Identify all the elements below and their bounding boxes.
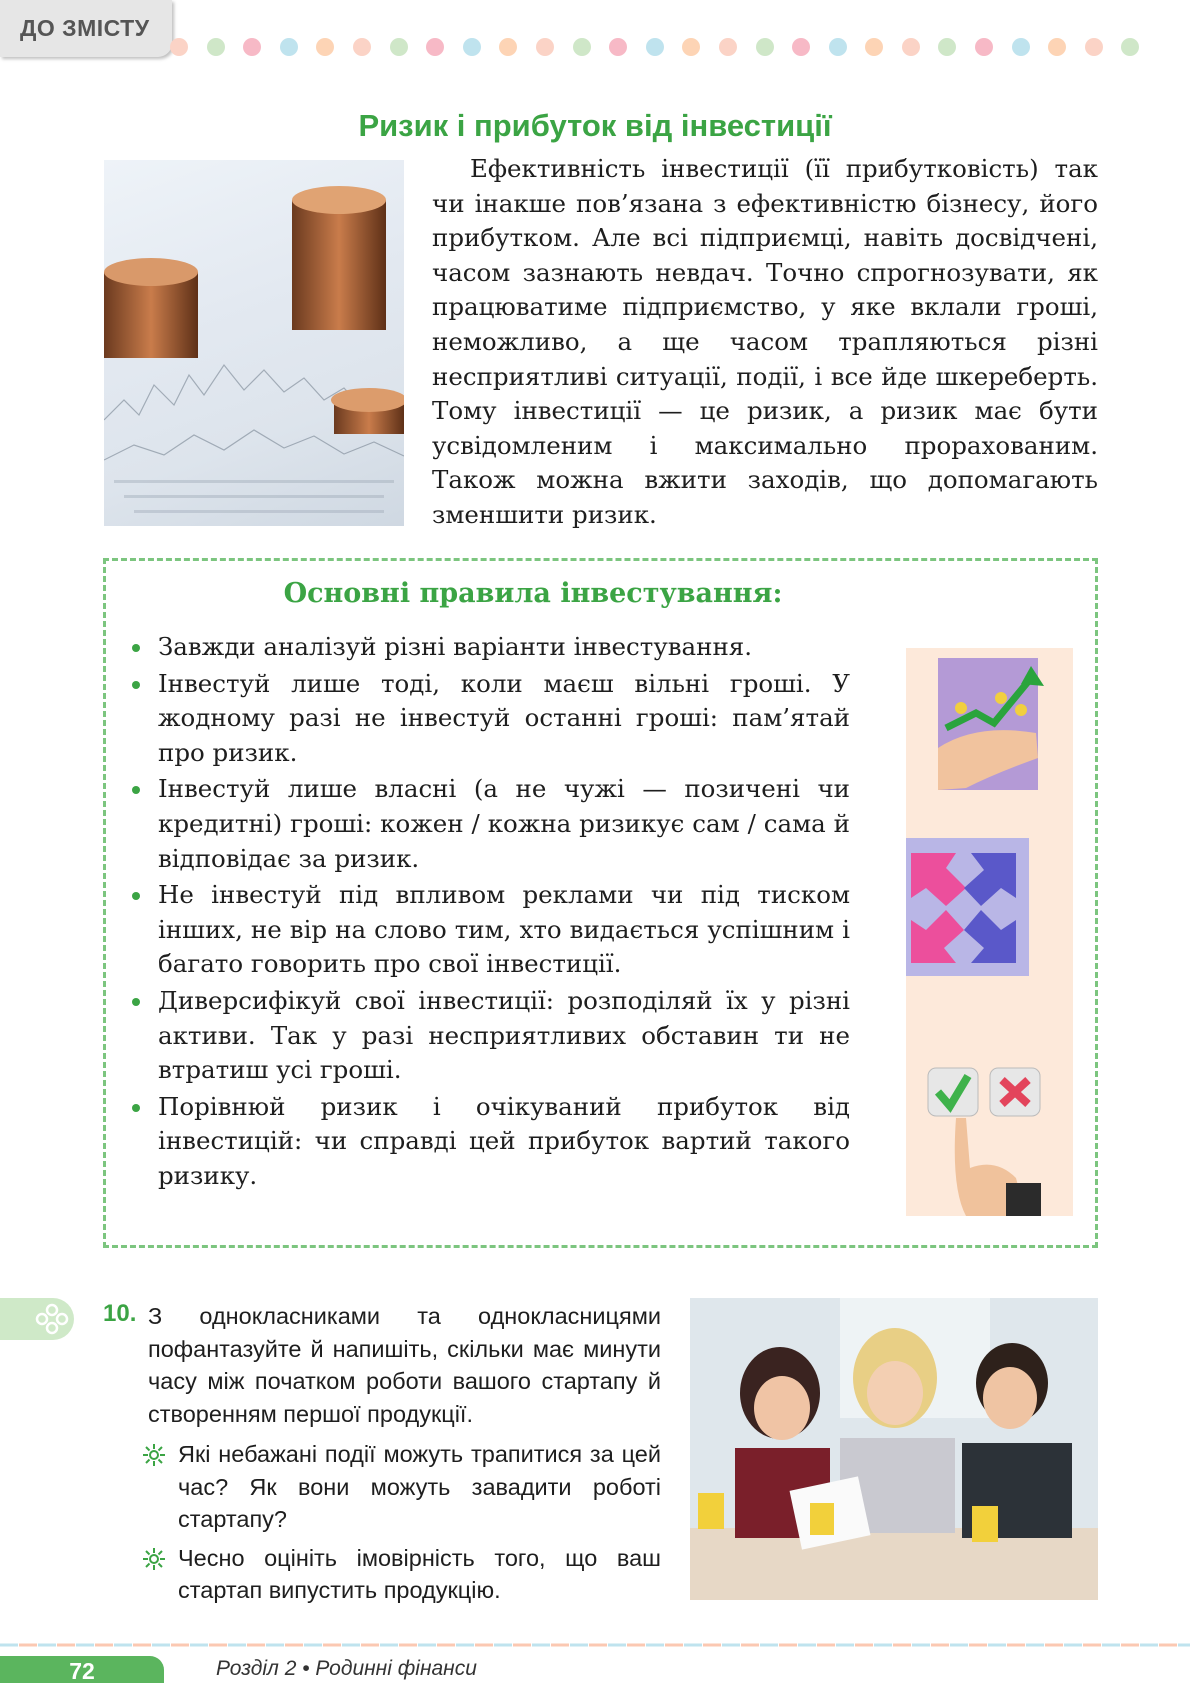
decorative-dot (573, 38, 591, 56)
task-number: 10. (103, 1300, 137, 1327)
intro-paragraph (432, 152, 1098, 533)
sun-icon (142, 1443, 166, 1467)
decorative-dot (865, 38, 883, 56)
growth-hand-icon (938, 658, 1044, 790)
arrows-icon (906, 838, 1029, 976)
rules-title: Основні правила інвестування: (283, 578, 783, 609)
decorative-dot (170, 38, 188, 56)
decorative-dot (938, 38, 956, 56)
rule-item: Інвестуй лише тоді, коли маєш вільні гроші. У жодному разі не інвестуй останні гроші: пам’ятай про ризик. (128, 667, 850, 771)
decorative-dot (756, 38, 774, 56)
task-question: Які небажані події можуть трапитися за цей час? Як вони можуть завадити роботі стартапу? (148, 1438, 661, 1536)
decorative-dot (719, 38, 737, 56)
page-number: 72 (0, 1656, 164, 1683)
section-title: Ризик і прибуток від інвестиції (358, 108, 832, 143)
decorative-dot (390, 38, 408, 56)
task-question: Чесно оцініть імовірність того, що ваш стартап випустить продукцію. (148, 1542, 661, 1607)
rules-illustration-strip (906, 648, 1073, 1216)
rule-item: Не інвестуй під впливом реклами чи під тиском інших, не вір на слово тим, хто видається успішним і багато говорить про свої інвестиції. (128, 878, 850, 982)
decorative-dots (170, 38, 1139, 58)
rule-item: Диверсифікуй свої інвестиції: розподіляй їх у різні активи. Так у разі несприятливих обставин ти не втратиш усі гроші. (128, 984, 850, 1088)
rule-item: Інвестуй лише власні (а не чужі — позичені чи кредитні) гроші: кожен / кожна ризикує сам / сама й відповідає за ризик. (128, 772, 850, 876)
decorative-dot (463, 38, 481, 56)
decorative-dot (1048, 38, 1066, 56)
decorative-dot (792, 38, 810, 56)
decorative-dot (316, 38, 334, 56)
task-body (148, 1300, 661, 1613)
decorative-dot (682, 38, 700, 56)
decorative-dot (426, 38, 444, 56)
decorative-dot (975, 38, 993, 56)
group-icon (0, 1298, 74, 1340)
decorative-dot (1085, 38, 1103, 56)
decorative-dot (646, 38, 664, 56)
students-photo (690, 1298, 1098, 1600)
check-cross-icon (928, 1068, 1041, 1216)
decorative-dot (609, 38, 627, 56)
decorative-dot (1012, 38, 1030, 56)
sun-icon (142, 1547, 166, 1571)
coins-photo (104, 160, 404, 526)
decorative-dot (499, 38, 517, 56)
decorative-dot (536, 38, 554, 56)
decorative-dot (829, 38, 847, 56)
toc-button[interactable]: ДО ЗМІСТУ (0, 0, 172, 57)
intro-text: Ефективність інвестиції (її прибутковість) так чи інакше пов’язана з ефективністю бізнесу, його прибутком. Але всі підприємці, навіть досвідчені, часом зазнають невдач. Точно спрогнозувати, як працюватиме підприємство, у яке вклали гроші, неможливо, а ще часом трапляються різні несприятливі ситуації, події, і все йде шкереберть. Тому інвестиції — це ризик, а ризик має бути усвідомленим і максимально прорахованим. Також можна вжити заходів, що допомагають зменшити ризик. (432, 154, 1098, 529)
footer-dashed-line (0, 1643, 1190, 1647)
decorative-dot (280, 38, 298, 56)
group-work-tab (0, 1298, 74, 1340)
rule-item: Завжди аналізуй різні варіанти інвестування. (128, 630, 850, 665)
decorative-dot (902, 38, 920, 56)
decorative-dot (207, 38, 225, 56)
decorative-dot (353, 38, 371, 56)
rule-item: Порівнюй ризик і очікуваний прибуток від інвестицій: чи справді цей прибуток вартий такого ризику. (128, 1090, 850, 1194)
decorative-dot (243, 38, 261, 56)
decorative-dot (1121, 38, 1139, 56)
task-questions (148, 1438, 661, 1607)
task-text: З однокласниками та однокласницями пофантазуйте й напишіть, скільки має минути часу між початком роботи вашого стартапу й створенням першої продукції. (148, 1303, 661, 1427)
chapter-title: Розділ 2 • Родинні фінанси (216, 1657, 477, 1680)
rules-list (128, 630, 850, 1196)
